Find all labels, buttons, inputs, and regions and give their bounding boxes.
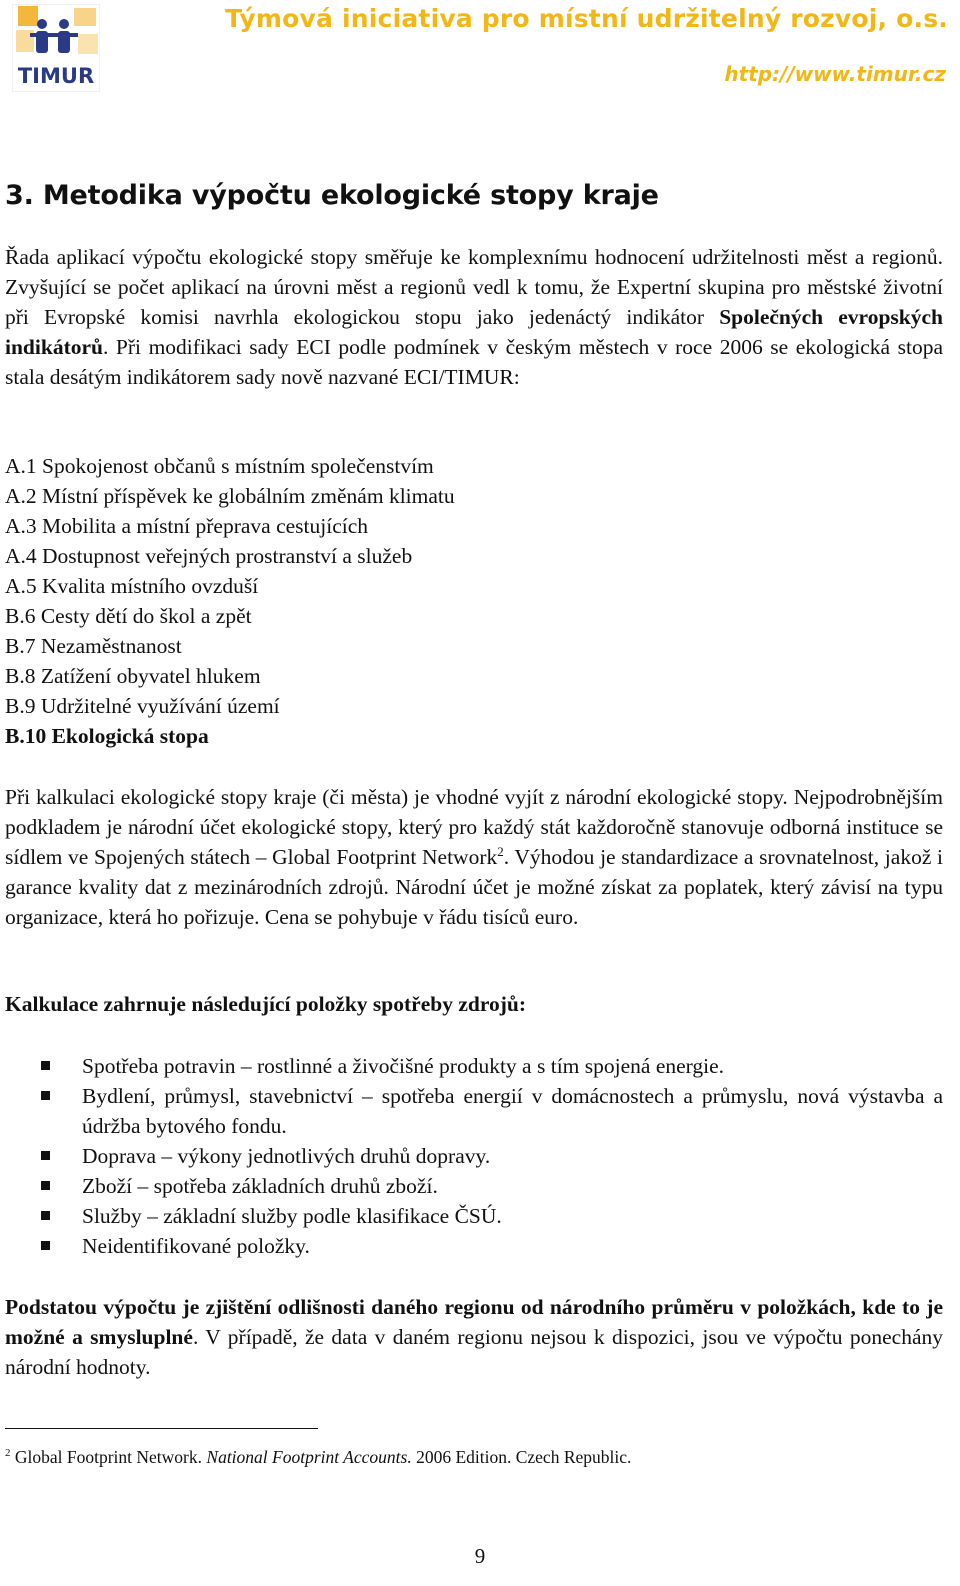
- list-item: Spotřeba potravin – rostlinné a živočišné produkty a s tím spojená energie.: [5, 1051, 943, 1081]
- conclusion-bold: Podstatou výpočtu je zjištění odlišnosti daného regionu od národního průměru v položkách, kde to je možné a smysluplné: [5, 1295, 943, 1349]
- bullet-square-icon: [41, 1061, 50, 1070]
- intro-bold: Společných evropských indikátorů: [5, 305, 943, 359]
- calc-text-1: Při kalkulaci ekologické stopy kraje (či města) je vhodné vyjít z národní ekologické stopy. Nejpodrobnějším podkladem je národní účet ekologické stopy, který pro každý stát každoročně stanovuje odborná instituce se sídlem ve Spojených státech – Global Footprint Network: [5, 785, 943, 869]
- indicator-list: [5, 451, 455, 751]
- list-item: B.6 Cesty dětí do škol a zpět: [5, 604, 252, 628]
- bullet-square-icon: [41, 1241, 50, 1250]
- list-item: B.8 Zatížení obyvatel hlukem: [5, 664, 261, 688]
- footnote-italic: National Footprint Accounts.: [206, 1447, 412, 1467]
- calc-text-2: . Výhodou je standardizace a srovnatelnost, jakož i garance kvality dat z mezinárodních zdrojů. Národní účet je možné získat za poplatek, který závisí na typu organizace, která ho pořizuje. Cena se pohybuje v řádu tisíců euro.: [5, 845, 943, 929]
- list-item: A.2 Místní příspěvek ke globálním změnám klimatu: [5, 484, 455, 508]
- section-title: 3. Metodika výpočtu ekologické stopy kraje: [5, 180, 659, 211]
- bullet-square-icon: [41, 1151, 50, 1160]
- timur-logo-icon: [12, 4, 100, 92]
- footnote: [5, 1447, 631, 1468]
- intro-text-2: . Při modifikaci sady ECI podle podmínek v českým městech v roce 2006 se ekologická stopa stala desátým indikátorem sady nově nazvané ECI/TIMUR:: [5, 335, 943, 389]
- items-heading: Kalkulace zahrnuje následující položky spotřeby zdrojů:: [5, 992, 526, 1016]
- conclusion-text: . V případě, že data v daném regionu nejsou k dispozici, jsou ve výpočtu ponechány národní hodnoty.: [5, 1325, 943, 1379]
- footnote-text-2: 2006 Edition. Czech Republic.: [411, 1447, 632, 1467]
- list-item: B.7 Nezaměstnanost: [5, 634, 182, 658]
- footnote-text-1: Global Footprint Network.: [10, 1447, 207, 1467]
- list-item: Služby – základní služby podle klasifikace ČSÚ.: [5, 1201, 943, 1231]
- bullet-square-icon: [41, 1211, 50, 1220]
- intro-paragraph: [5, 242, 943, 392]
- org-name: Týmová iniciativa pro místní udržitelný rozvoj, o.s.: [225, 4, 948, 33]
- list-item: A.3 Mobilita a místní přeprava cestujících: [5, 514, 369, 538]
- list-item: Neidentifikované položky.: [5, 1231, 943, 1261]
- bullet-square-icon: [41, 1181, 50, 1190]
- list-item: Doprava – výkony jednotlivých druhů dopravy.: [5, 1141, 943, 1171]
- list-item: B.9 Udržitelné využívání území: [5, 694, 280, 718]
- list-item: A.1 Spokojenost občanů s místním společenstvím: [5, 454, 434, 478]
- footnote-number: 2: [5, 1447, 11, 1460]
- list-item: A.5 Kvalita místního ovzduší: [5, 574, 259, 598]
- list-item: Bydlení, průmysl, stavebnictví – spotřeba energií v domácnostech a průmyslu, nová výstavba a údržba bytového fondu.: [5, 1081, 943, 1141]
- calc-paragraph: [5, 782, 943, 932]
- list-item: Zboží – spotřeba základních druhů zboží.: [5, 1171, 943, 1201]
- bullet-square-icon: [41, 1091, 50, 1100]
- intro-text-1: Řada aplikací výpočtu ekologické stopy směřuje ke komplexnímu hodnocení udržitelnosti měst a regionů. Zvyšující se počet aplikací na úrovni měst a regionů vedl k tomu, že Expertní skupina pro městské životní při Evropské komisi navrhla ekologickou stopu jako jedenáctý indikátor: [5, 245, 943, 329]
- page-header: [0, 0, 960, 100]
- conclusion-paragraph: [5, 1292, 943, 1382]
- consumption-list: [5, 1051, 943, 1261]
- org-url-link[interactable]: http://www.timur.cz: [724, 62, 946, 86]
- list-item-highlighted: B.10 Ekologická stopa: [5, 724, 209, 748]
- page-number: 9: [474, 1544, 486, 1568]
- list-item: A.4 Dostupnost veřejných prostranství a služeb: [5, 544, 413, 568]
- footnote-ref[interactable]: 2: [497, 843, 504, 859]
- footnote-divider: [5, 1428, 318, 1429]
- logo-text: TIMUR: [17, 64, 95, 88]
